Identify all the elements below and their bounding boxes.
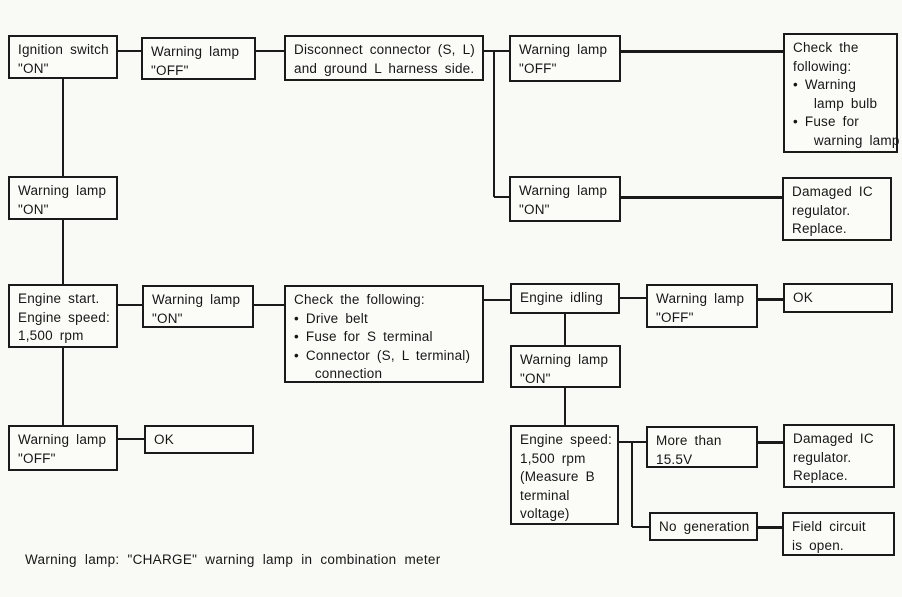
flow-node-text: (Measure B: [520, 469, 595, 484]
flow-node-text: Warning lamp: [18, 183, 107, 198]
flow-node-ok-1: [783, 283, 893, 313]
flow-node-text: Damaged IC: [793, 431, 874, 446]
flow-node-text: Replace.: [792, 221, 847, 236]
connector-lamp-on-to-check-belt: [254, 304, 284, 306]
flow-node-text: warning lamp: [793, 132, 900, 148]
flow-node-text: • Connector (S, L terminal): [294, 347, 471, 363]
flow-node-text: "OFF": [656, 309, 694, 325]
flow-node-warning-lamp-off-2: [509, 35, 621, 82]
connector-idling-down-to-lamp-on: [564, 314, 566, 345]
flow-node-text: "OFF": [519, 60, 557, 76]
flow-node-text: Warning lamp: [519, 183, 608, 198]
flow-node-text: Warning lamp: [519, 42, 608, 57]
connector-disconnect-branch: [493, 51, 495, 197]
flow-node-text: regulator.: [793, 449, 852, 465]
connector-no-gen-to-field-circuit: [758, 526, 782, 529]
connector-engine-start-down-to-lamp-off: [62, 348, 64, 425]
flow-node-engine-idling: [510, 283, 620, 314]
flow-node-text: Damaged IC: [792, 184, 873, 199]
connector-disconnect-branch: [484, 50, 509, 52]
connector-lamp-off-to-disconnect: [256, 50, 284, 52]
flow-node-text: "ON": [152, 310, 183, 326]
flow-node-text: 1,500 rpm: [18, 328, 84, 343]
flow-node-text: Engine start.: [18, 291, 100, 306]
flow-node-text: connection: [294, 366, 383, 381]
flow-node-engine-start-1500rpm: [8, 284, 118, 348]
flow-node-text: • Drive belt: [294, 310, 368, 326]
connector-ignition-down-to-lamp-on: [62, 79, 64, 176]
flow-node-warning-lamp-on-2: [509, 176, 621, 222]
flow-node-text: following:: [793, 58, 852, 74]
flow-node-text: 1,500 rpm: [520, 450, 586, 466]
flow-node-field-circuit-open: [782, 512, 895, 556]
flow-node-text: Warning lamp: [18, 432, 107, 447]
flow-node-warning-lamp-on-4: [510, 345, 621, 388]
flow-node-text: "ON": [520, 370, 551, 386]
flow-node-text: Ignition switch: [18, 42, 109, 57]
flow-node-text: No generation: [659, 519, 750, 534]
connector-more-than-to-damaged-ic-2: [758, 441, 783, 444]
flow-node-text: Warning lamp: [151, 44, 240, 59]
flow-node-text: and ground L harness side.: [294, 60, 475, 76]
connector-lamp-off-to-ok-2: [118, 438, 144, 440]
flow-node-warning-lamp-off-4: [8, 425, 118, 471]
connector-lamp-off-to-check-bulb: [621, 50, 783, 53]
connector-disconnect-branch: [494, 196, 509, 198]
flow-node-check-drive-belt: [284, 285, 484, 383]
flow-node-damaged-ic-regulator-1: [782, 177, 892, 241]
flow-node-text: • Warning: [793, 77, 857, 92]
flow-node-warning-lamp-off-3: [646, 284, 758, 328]
flow-node-engine-speed-measure-b: [510, 425, 619, 525]
flow-node-ignition-switch-on: [8, 35, 118, 79]
connector-speed-branch: [632, 526, 649, 528]
flow-node-text: terminal: [520, 487, 570, 503]
flow-node-text: regulator.: [792, 202, 851, 218]
flow-node-text: • Fuse for S terminal: [294, 329, 433, 344]
connector-ignition-to-lamp-off: [118, 50, 141, 52]
flow-node-text: is open.: [792, 537, 844, 553]
connector-speed-branch: [631, 442, 633, 527]
flow-node-text: More than: [656, 433, 722, 448]
flow-node-damaged-ic-regulator-2: [783, 424, 895, 488]
flow-node-warning-lamp-on-3: [142, 285, 254, 328]
flow-node-text: Disconnect connector (S, L): [294, 42, 475, 57]
flow-node-text: Engine speed:: [18, 309, 110, 325]
flow-node-text: OK: [154, 432, 174, 447]
footer-note: Warning lamp: "CHARGE" warning lamp in combination meter: [25, 552, 441, 567]
flow-node-text: Engine idling: [520, 290, 603, 305]
connector-lamp-off-to-ok: [758, 298, 783, 301]
connector-lamp-on-down-to-speed: [564, 388, 566, 425]
flow-node-text: "ON": [18, 201, 49, 217]
connector-idling-to-lamp-off: [620, 297, 646, 299]
flow-node-text: "OFF": [151, 62, 189, 78]
flow-node-ok-2: [144, 425, 254, 454]
flow-node-warning-lamp-off-1: [141, 37, 256, 80]
flow-node-text: 15.5V: [656, 451, 693, 467]
flow-node-text: Warning lamp: [152, 292, 241, 307]
flow-node-text: OK: [793, 290, 813, 305]
flow-node-text: lamp bulb: [793, 95, 878, 111]
flow-node-text: Engine speed:: [520, 432, 612, 447]
flow-node-text: Field circuit: [792, 519, 866, 534]
flow-node-no-generation: [649, 512, 758, 541]
flow-node-text: Warning lamp: [656, 291, 745, 306]
flow-node-warning-lamp-on-1: [8, 176, 118, 220]
flow-node-check-warning-lamp-fuse: [783, 33, 898, 153]
flow-node-text: voltage): [520, 506, 570, 521]
flow-node-text: "ON": [18, 60, 49, 76]
connector-check-belt-to-idling: [484, 299, 510, 301]
connector-lamp-on-to-damaged-ic-1: [621, 196, 782, 199]
flow-node-text: "OFF": [18, 450, 56, 466]
flow-node-text: Check the: [793, 40, 859, 55]
flow-node-more-than-15-5v: [646, 426, 758, 468]
connector-lamp-on-down-to-engine-start: [62, 220, 64, 284]
flow-node-text: Check the following:: [294, 292, 425, 307]
flow-node-text: • Fuse for: [793, 114, 859, 129]
connector-engine-start-to-lamp-on: [118, 304, 142, 306]
flow-node-text: Warning lamp: [520, 352, 609, 367]
flow-node-text: "ON": [519, 201, 550, 217]
flow-node-disconnect-connector: [284, 35, 484, 81]
flow-node-text: Replace.: [793, 468, 848, 483]
